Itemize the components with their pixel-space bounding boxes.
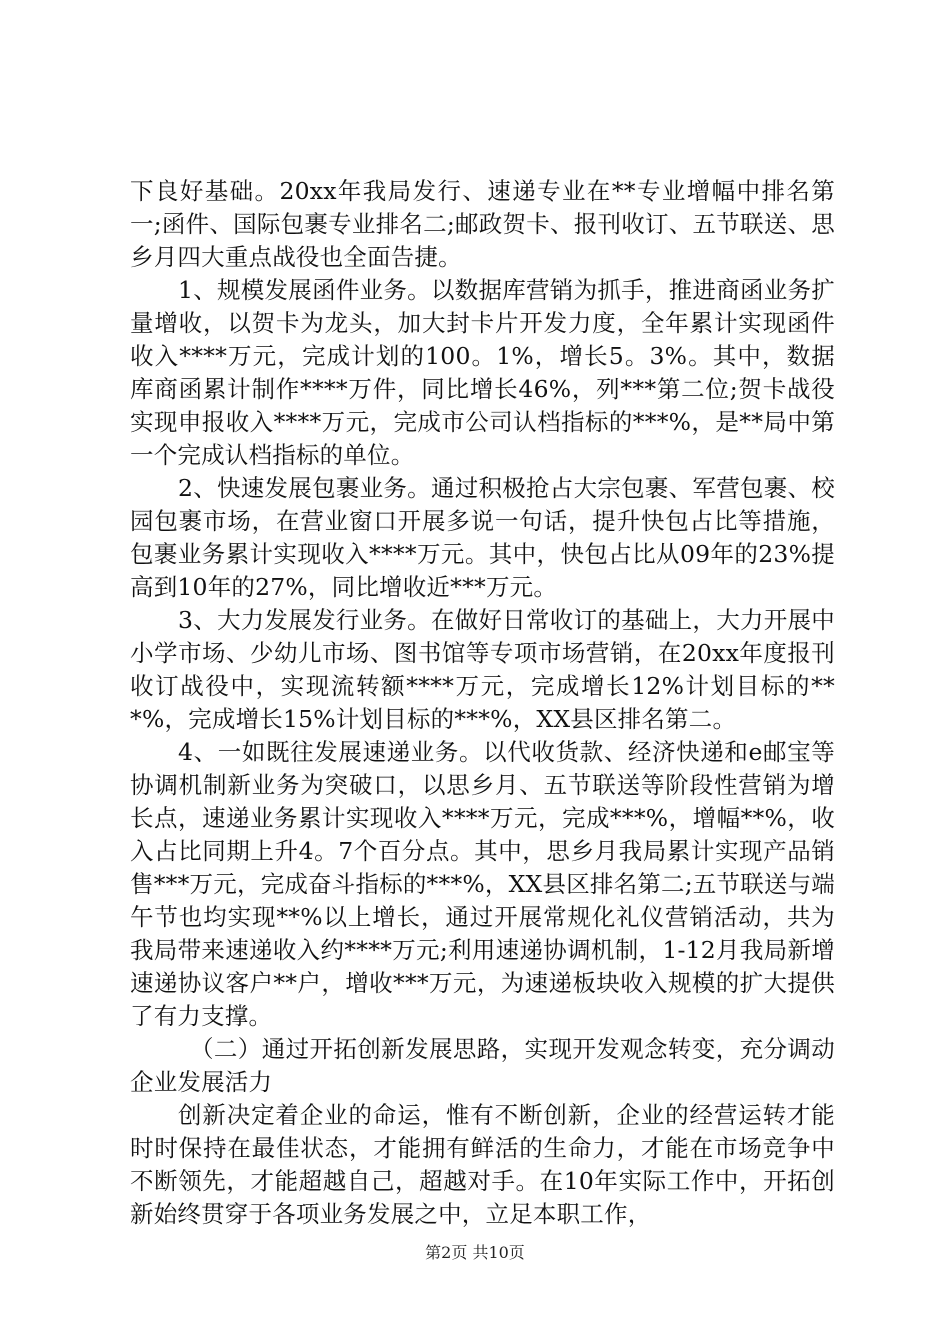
section-heading-innovation: （二）通过开拓创新发展思路，实现开发观念转变，充分调动企业发展活力 [130, 1035, 835, 1096]
paragraph-parcel-business: 2、快速发展包裹业务。通过积极抢占大宗包裹、军营包裹、校园包裹市场，在营业窗口开展多说一句话，提升快包占比等措施，包裹业务累计实现收入****万元。其中，快包占比从09年的23%提高到10年的27%，同比增收近***万元。 [130, 474, 835, 601]
paragraph-innovation: 创新决定着企业的命运，惟有不断创新，企业的经营运转才能时时保持在最佳状态，才能拥有鲜活的生命力，才能在市场竞争中不断领先，才能超越自己，超越对手。在10年实际工作中，开拓创新始终贯穿于各项业务发展之中，立足本职工作， [130, 1101, 835, 1228]
paragraph-distribution-business: 3、大力发展发行业务。在做好日常收订的基础上，大力开展中小学市场、少幼儿市场、图书馆等专项市场营销，在20xx年度报刊收订战役中，实现流转额****万元，完成增长12%计划目标的***%，完成增长15%计划目标的***%，XX县区排名第二。 [130, 606, 835, 733]
paragraph-intro: 下良好基础。20xx年我局发行、速递专业在**专业增幅中排名第一;函件、国际包裹专业排名二;邮政贺卡、报刊收订、五节联送、思乡月四大重点战役也全面告捷。 [130, 177, 835, 271]
document-body [130, 175, 835, 1231]
paragraph-express-business: 4、一如既往发展速递业务。以代收货款、经济快递和e邮宝等协调机制新业务为突破口，以思乡月、五节联送等阶段性营销为增长点，速递业务累计实现收入****万元，完成***%，增幅**%，收入占比同期上升4。7个百分点。其中，思乡月我局累计实现产品销售***万元，完成奋斗指标的***%，XX县区排名第二;五节联送与端午节也均实现**%以上增长，通过开展常规化礼仪营销活动，共为我局带来速递收入约****万元;利用速递协调机制，1-12月我局新增速递协议客户**户，增收***万元，为速递板块收入规模的扩大提供了有力支撑。 [130, 738, 836, 1030]
paragraph-mail-business: 1、规模发展函件业务。以数据库营销为抓手，推进商函业务扩量增收，以贺卡为龙头，加大封卡片开发力度，全年累计实现函件收入****万元，完成计划的100。1%，增长5。3%。其中，数据库商函累计制作****万件，同比增长46%，列***第二位;贺卡战役实现申报收入****万元，完成市公司认档指标的***%，是**局中第一个完成认档指标的单位。 [130, 276, 835, 469]
page-footer: 第2页 共10页 [425, 1243, 525, 1262]
